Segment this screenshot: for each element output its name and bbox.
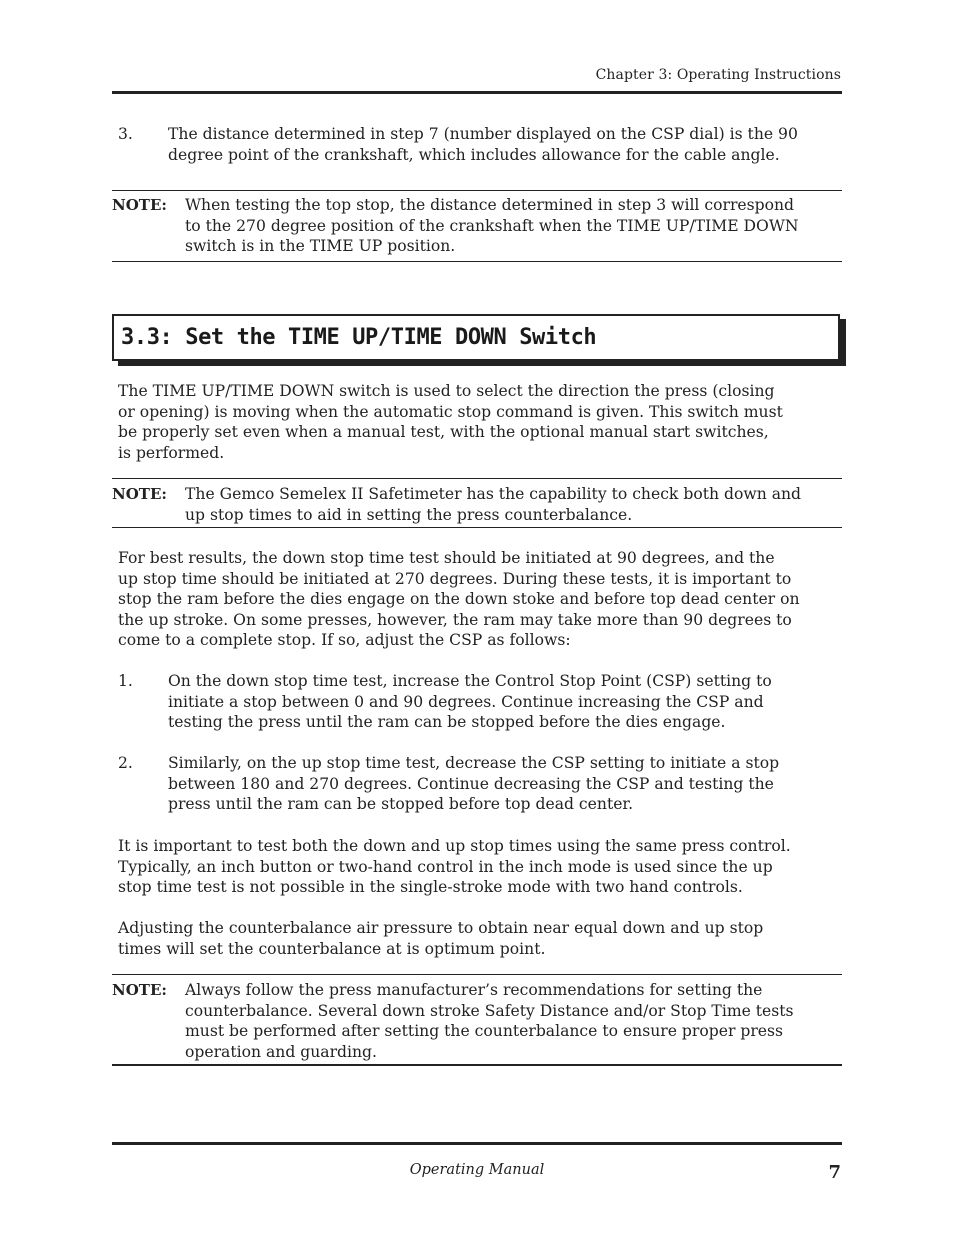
text-line: stop the ram before the dies engage on the down stoke and before top dead center on (118, 590, 800, 608)
note-text (185, 484, 845, 525)
note-top-rule (112, 190, 842, 191)
text-line: Always follow the press manufacturer’s recommendations for setting the (185, 981, 763, 999)
counterbalance-paragraph (118, 918, 846, 959)
note-label: NOTE: (112, 485, 167, 503)
note-text (185, 980, 845, 1062)
list-item (168, 671, 846, 733)
text-line: up stop time should be initiated at 270 degrees. During these tests, it is important to (118, 569, 792, 588)
section-title: 3.3: Set the TIME UP/TIME DOWN Switch (121, 325, 597, 350)
text-line: testing the press until the ram can be stopped before the dies engage. (168, 713, 726, 731)
note-top-rule (112, 478, 842, 479)
text-line: stop time test is not possible in the single-stroke mode with two hand controls. (118, 878, 743, 896)
note-label: NOTE: (112, 981, 167, 999)
footer-rule (112, 1142, 842, 1145)
text-line: It is important to test both the down and up stop times using the same press control. (118, 837, 791, 855)
page-number: 7 (828, 1162, 841, 1183)
list-number: 2. (118, 754, 133, 772)
text-line: When testing the top stop, the distance determined in step 3 will correspond (185, 196, 795, 214)
text-line: counterbalance. Several down stroke Safety Distance and/or Stop Time tests (185, 1001, 794, 1020)
text-line: must be performed after setting the counterbalance to ensure proper press (185, 1022, 784, 1040)
intro-paragraph (118, 381, 846, 463)
text-line: press until the ram can be stopped before top dead center. (168, 795, 634, 813)
chapter-header: Chapter 3: Operating Instructions (595, 67, 841, 83)
text-line: Similarly, on the up stop time test, decrease the CSP setting to initiate a stop (168, 754, 780, 772)
note-top-rule (112, 974, 842, 975)
text-line: initiate a stop between 0 and 90 degrees. Continue increasing the CSP and (168, 692, 764, 711)
note-label: NOTE: (112, 196, 167, 214)
text-line: be properly set even when a manual test, with the optional manual start switches, (118, 423, 769, 441)
text-line: between 180 and 270 degrees. Continue decreasing the CSP and testing the (168, 774, 774, 793)
step-text (168, 124, 846, 165)
header-rule (112, 91, 842, 94)
text-line: up stop times to aid in setting the press counterbalance. (185, 505, 633, 524)
text-line: On the down stop time test, increase the Control Stop Point (CSP) setting to (168, 672, 772, 690)
text-line: times will set the counterbalance at is optimum point. (118, 939, 546, 958)
text-line: come to a complete stop. If so, adjust the CSP as follows: (118, 631, 571, 649)
text-line: Typically, an inch button or two-hand control in the inch mode is used since the up (118, 857, 773, 876)
text-line: to the 270 degree position of the crankshaft when the TIME UP/TIME DOWN (185, 216, 799, 235)
text-line: or opening) is moving when the automatic stop command is given. This switch must (118, 402, 783, 421)
note-text (185, 195, 845, 257)
text-line: For best results, the down stop time test should be initiated at 90 degrees, and the (118, 549, 775, 567)
footer-title: Operating Manual (409, 1162, 545, 1178)
text-line: Adjusting the counterbalance air pressure to obtain near equal down and up stop (118, 919, 764, 937)
list-item (168, 753, 846, 815)
note-bottom-rule (112, 527, 842, 528)
step-number: 3. (118, 125, 133, 143)
text-line: the up stroke. On some presses, however, the ram may take more than 90 degrees to (118, 610, 792, 629)
results-paragraph (118, 548, 846, 651)
section-header-box (112, 314, 840, 361)
note-bottom-rule (112, 1064, 842, 1066)
text-line: The distance determined in step 7 (number displayed on the CSP dial) is the 90 (168, 125, 798, 143)
text-line: degree point of the crankshaft, which includes allowance for the cable angle. (168, 145, 780, 164)
text-line: The Gemco Semelex II Safetimeter has the capability to check both down and (185, 485, 802, 503)
list-number: 1. (118, 672, 133, 690)
text-line: switch is in the TIME UP position. (185, 237, 456, 255)
text-line: operation and guarding. (185, 1042, 377, 1061)
note-bottom-rule (112, 261, 842, 262)
text-line: The TIME UP/TIME DOWN switch is used to select the direction the press (closing (118, 382, 775, 400)
text-line: is performed. (118, 443, 225, 462)
control-paragraph (118, 836, 846, 898)
